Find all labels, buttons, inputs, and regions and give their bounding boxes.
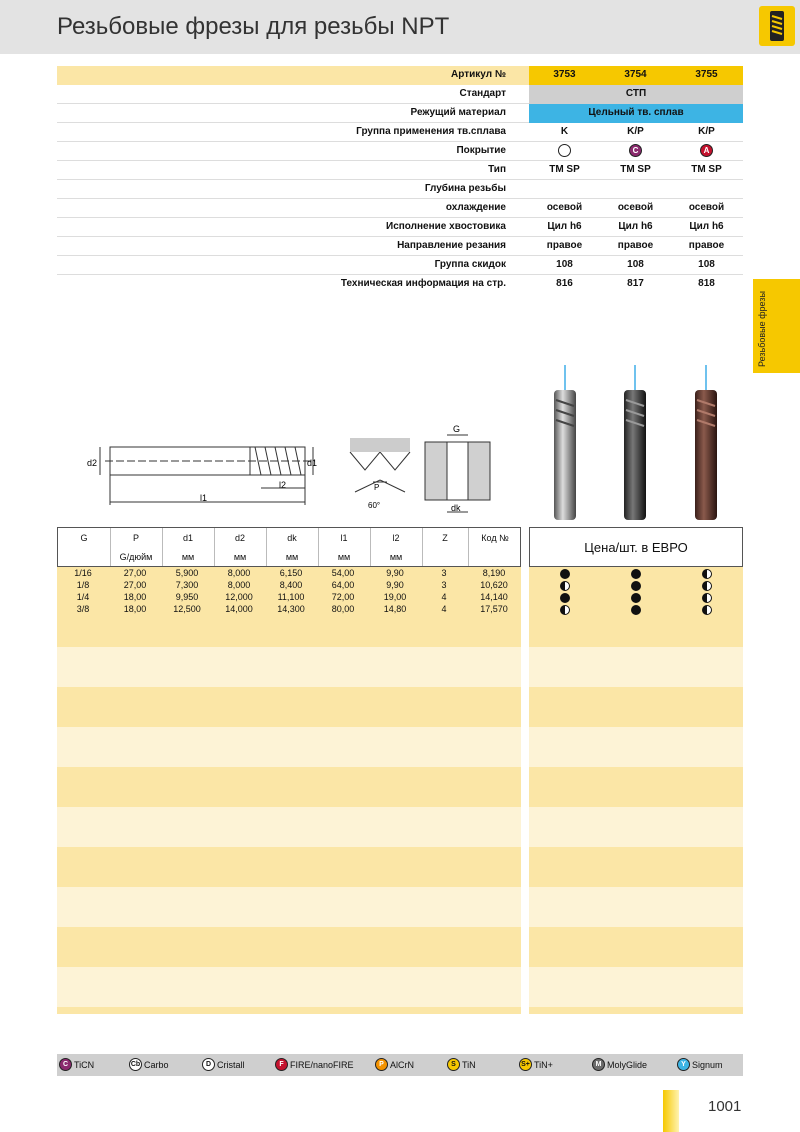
legend-item [275, 1058, 354, 1071]
type-label: Тип [488, 164, 506, 175]
cooling-value: осевой [546, 202, 583, 213]
col-unit: G/дюйм [119, 552, 153, 562]
tech-page-link[interactable]: 818 [698, 278, 715, 289]
table-cell: 1/16 [74, 568, 92, 578]
table-cell: 18,00 [123, 592, 147, 602]
type-value: TM SP [691, 164, 722, 175]
stock-partial-icon [702, 593, 712, 603]
table-cell: 7,300 [175, 580, 199, 590]
depth-label: Глубина резьбы [424, 183, 506, 194]
stock-full-icon [560, 569, 570, 579]
col-unit: мм [233, 552, 247, 562]
table-row [57, 604, 521, 616]
shank-value: Цил h6 [618, 221, 653, 232]
l2-label: l2 [279, 480, 287, 490]
table-row [57, 592, 521, 604]
table-cell: 6,150 [279, 568, 303, 578]
technical-drawing [85, 420, 505, 520]
col-header: l1 [340, 533, 348, 543]
table-cell: 10,620 [480, 580, 508, 590]
table-cell: 5,900 [175, 568, 199, 578]
spec-table [57, 66, 743, 294]
angle-label: 60° [368, 501, 381, 510]
coating-badge-icon: D [202, 1058, 215, 1071]
stock-full-icon [631, 593, 641, 603]
tool-3754-image [624, 365, 646, 520]
section-side-tab-label: Резьбовые фрезы [757, 291, 767, 367]
table-cell: 9,950 [175, 592, 199, 602]
spec-row-direction [57, 237, 743, 256]
table-cell: 3/8 [76, 604, 90, 614]
table-cell: 14,80 [383, 604, 407, 614]
table-cell: 1/8 [76, 580, 90, 590]
spec-row-material [57, 104, 743, 123]
article-value: 3753 [553, 69, 576, 80]
col-unit: мм [181, 552, 195, 562]
spec-row-coating [57, 142, 743, 161]
col-unit: мм [285, 552, 299, 562]
legend-label: MolyGlide [607, 1059, 648, 1070]
article-value: 3754 [624, 69, 647, 80]
col-header: P [132, 533, 139, 543]
stock-partial-icon [702, 581, 712, 591]
coating-badge-icon: C [59, 1058, 72, 1071]
stock-partial-icon [702, 605, 712, 615]
g-label: G [453, 424, 461, 434]
legend-item [519, 1058, 553, 1071]
table-cell: 3 [441, 580, 447, 590]
table-cell: 14,000 [225, 604, 253, 614]
cooling-value: осевой [688, 202, 725, 213]
coating-badge-icon: S+ [519, 1058, 532, 1071]
cooling-value: осевой [617, 202, 654, 213]
tool-3753-image [554, 365, 576, 520]
material-label: Режущий материал [410, 107, 506, 118]
direction-label: Направление резания [397, 240, 506, 251]
spec-row-group [57, 123, 743, 142]
page-number: 1001 [708, 1098, 742, 1115]
stock-partial-icon [560, 605, 570, 615]
tool-images [540, 360, 740, 525]
stock-full-icon [560, 593, 570, 603]
price-header: Цена/шт. в ЕВРО [529, 527, 743, 567]
article-label: Артикул № [451, 69, 506, 80]
pitch-label: P [374, 483, 380, 492]
col-header: Z [442, 533, 448, 543]
coating-badge-icon: Cb [129, 1058, 142, 1071]
legend-label: TiCN [74, 1059, 95, 1070]
legend-label: FIRE/nanoFIRE [290, 1059, 354, 1070]
table-cell: 17,570 [480, 604, 508, 614]
shank-label: Исполнение хвостовика [386, 221, 506, 232]
standard-label: Стандарт [459, 88, 506, 99]
col-header: l2 [392, 533, 400, 543]
legend-item [447, 1058, 476, 1071]
legend-label: TiN+ [534, 1059, 553, 1070]
legend-item [129, 1058, 169, 1071]
spec-row-depth [57, 180, 743, 199]
direction-value: правое [617, 240, 654, 251]
col-unit: мм [337, 552, 351, 562]
coating-badge-icon: Y [677, 1058, 690, 1071]
col-header: d1 [182, 533, 193, 543]
table-cell: 12,500 [173, 604, 201, 614]
coating-legend [57, 1054, 743, 1076]
table-cell: 3 [441, 568, 447, 578]
table-cell: 9,90 [386, 568, 404, 578]
tech-label: Техническая информация на стр. [340, 278, 506, 289]
tech-page-link[interactable]: 816 [556, 278, 573, 289]
thread-mill-icon [759, 6, 795, 46]
legend-item [59, 1058, 94, 1071]
price-column [529, 527, 743, 1014]
table-cell: 8,000 [227, 568, 251, 578]
stock-full-icon [631, 581, 641, 591]
table-cell: 1/4 [76, 592, 90, 602]
spec-row-standard [57, 85, 743, 104]
stock-partial-icon [702, 569, 712, 579]
cooling-label: охлаждение [445, 202, 506, 213]
coating-badge-icon: P [375, 1058, 388, 1071]
table-row [57, 580, 521, 592]
group-value: K/P [627, 126, 644, 137]
spec-row-type [57, 161, 743, 180]
col-header: dk [287, 533, 297, 543]
col-header: d2 [234, 533, 245, 543]
table-cell: 14,300 [277, 604, 305, 614]
dk-label: dk [451, 503, 461, 513]
type-value: TM SP [549, 164, 580, 175]
legend-item [202, 1058, 245, 1071]
shank-value: Цил h6 [547, 221, 582, 232]
table-cell: 54,00 [331, 568, 355, 578]
spec-row-cooling [57, 199, 743, 218]
table-cell: 64,00 [331, 580, 355, 590]
coating-label: Покрытие [456, 145, 506, 156]
page-header [0, 0, 800, 54]
table-cell: 11,100 [277, 592, 305, 602]
legend-label: Signum [692, 1059, 723, 1070]
discount-value: 108 [627, 259, 644, 270]
legend-label: TiN [462, 1059, 476, 1070]
group-value: K [560, 126, 569, 137]
table-cell: 8,190 [482, 568, 506, 578]
stock-partial-icon [560, 581, 570, 591]
legend-item [375, 1058, 414, 1071]
discount-label: Группа скидок [434, 259, 506, 270]
table-cell: 9,90 [386, 580, 404, 590]
l1-label: l1 [200, 493, 208, 503]
spec-row-shank [57, 218, 743, 237]
legend-label: Cristall [217, 1059, 245, 1070]
table-cell: 12,000 [225, 592, 253, 602]
coating-ticn-icon: C [629, 144, 642, 157]
legend-label: AlCrN [390, 1059, 414, 1070]
table-row [57, 568, 521, 580]
spec-row-discount [57, 256, 743, 275]
legend-item [677, 1058, 723, 1071]
coating-badge-icon: M [592, 1058, 605, 1071]
spec-row-tech [57, 275, 743, 294]
table-header [57, 527, 521, 567]
tech-page-link[interactable]: 817 [627, 278, 644, 289]
table-cell: 18,00 [123, 604, 147, 614]
discount-value: 108 [556, 259, 573, 270]
table-cell: 27,00 [123, 568, 147, 578]
type-value: TM SP [620, 164, 651, 175]
direction-value: правое [688, 240, 725, 251]
shank-value: Цил h6 [689, 221, 724, 232]
coating-badge-icon: F [275, 1058, 288, 1071]
d2-label: d2 [87, 458, 98, 468]
stock-full-icon [631, 569, 641, 579]
coating-badge-icon: S [447, 1058, 460, 1071]
article-value: 3755 [695, 69, 718, 80]
page-bar [663, 1090, 679, 1132]
table-cell: 14,140 [480, 592, 508, 602]
table-cell: 8,000 [227, 580, 251, 590]
group-value: K/P [698, 126, 715, 137]
table-cell: 4 [441, 592, 447, 602]
col-unit: мм [389, 552, 403, 562]
spec-row-article [57, 66, 743, 85]
group-label: Группа применения тв.сплава [356, 126, 506, 137]
table-cell: 19,00 [383, 592, 407, 602]
table-cell: 4 [441, 604, 447, 614]
dimensions-table [57, 527, 521, 1014]
table-cell: 72,00 [331, 592, 355, 602]
col-header: Код № [481, 533, 509, 543]
tool-3755-image [695, 365, 717, 520]
d1-label: d1 [307, 458, 318, 468]
discount-value: 108 [698, 259, 715, 270]
legend-label: Carbo [144, 1059, 169, 1070]
page-title: Резьбовые фрезы для резьбы NPT [57, 13, 450, 40]
col-header: G [80, 533, 88, 543]
direction-value: правое [546, 240, 583, 251]
section-side-tab[interactable] [753, 279, 800, 373]
coating-none-icon [558, 144, 571, 157]
material-value: Цельный тв. сплав [588, 107, 684, 118]
table-cell: 8,400 [279, 580, 303, 590]
stock-full-icon [631, 605, 641, 615]
table-cell: 80,00 [331, 604, 355, 614]
table-cell: 27,00 [123, 580, 147, 590]
legend-item [592, 1058, 647, 1071]
coating-alcrn-icon: A [700, 144, 713, 157]
standard-value: СТП [625, 88, 647, 99]
